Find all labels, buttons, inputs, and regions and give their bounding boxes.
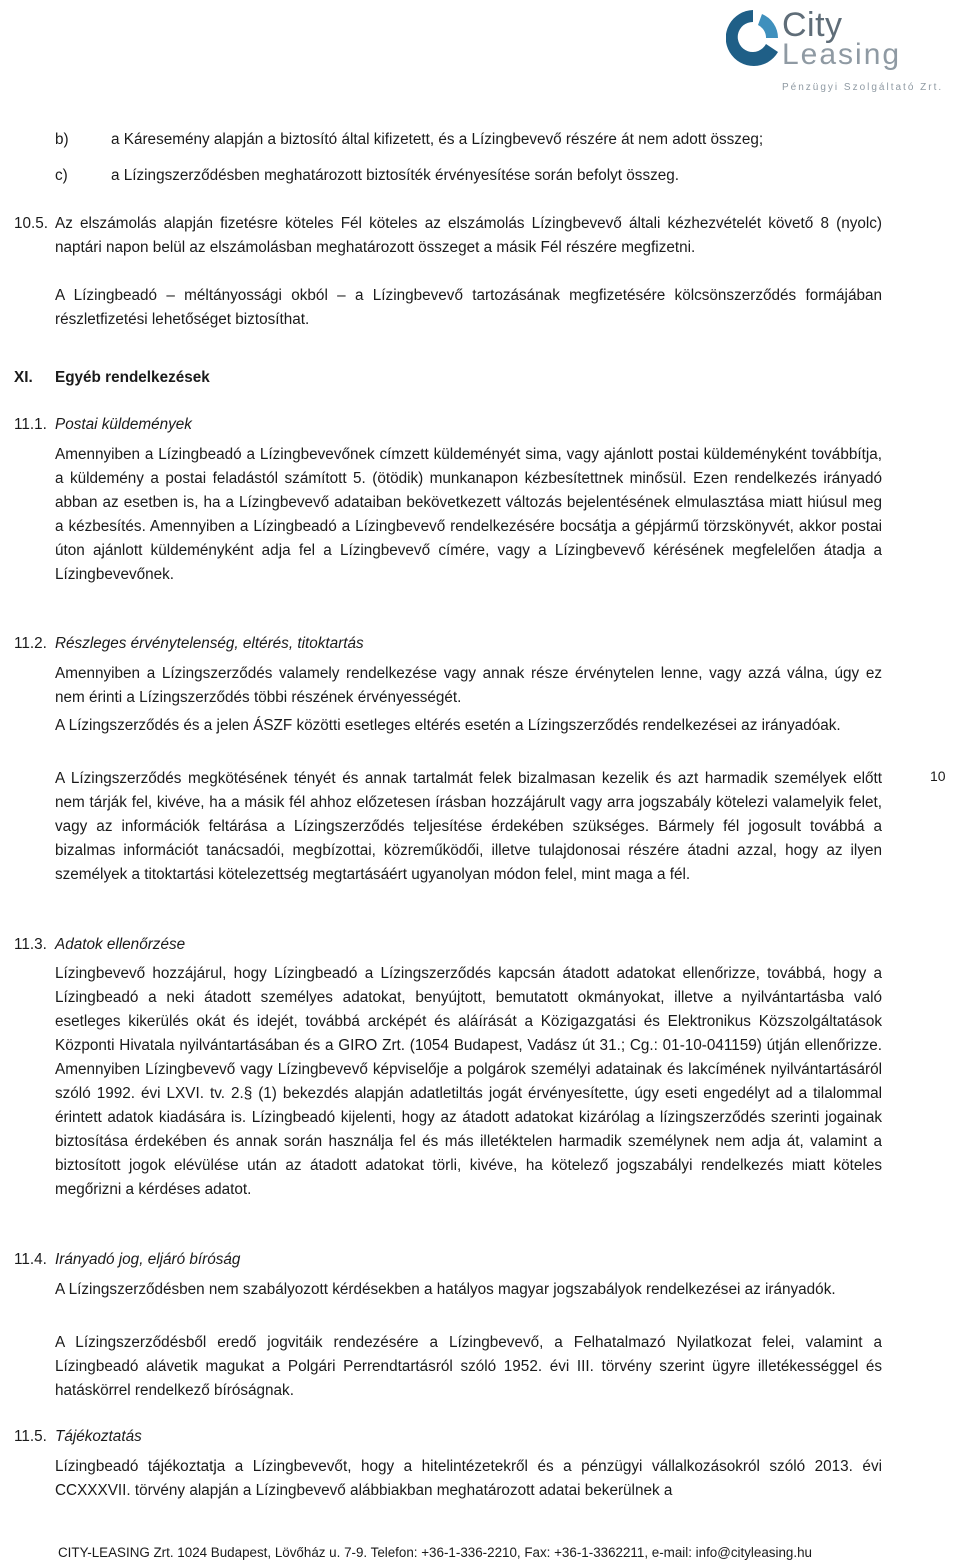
item-b-text: a Káresemény alapján a biztosító által kifizetett, és a Lízingbevevő részére át nem adott összeg; — [111, 131, 764, 148]
section-title: Tájékoztatás — [55, 1428, 142, 1445]
section-11-2-paragraph-1: Amennyiben a Lízingszerződés valamely rendelkezése vagy annak része érvénytelen lenne, vagy azzá válna, úgy ez nem érinti a Lízingszerződés többi részének érvényességét. — [55, 665, 882, 706]
section-10-5-paragraph-2: A Lízingbeadó – méltányossági okból – a Lízingbevevő tartozásának megfizetésére kölcsönszerződés formájában részletfizetési lehetőséget biztosíthat. — [55, 287, 882, 328]
company-logo — [722, 2, 960, 100]
section-11-1-paragraph-1: Amennyiben a Lízingbeadó a Lízingbevevőnek címzett küldeményét sima, vagy ajánlott postai küldeményként továbbítja, a küldemény a postai feladástól számított 5. (ötödik) munkanapon kézbesítettnek minősül. Ezen rendelkezés irányadó abban az esetben is, ha a Lízingbevevő adataiban bekövetkezett változás bejelentésének elmulasztása miatt hiúsul meg a kézbesítés. Amennyiben a Lízingbeadó a Lízingbevevő rendelkezésére bocsátja a gépjármű törzskönyvét, akkor postai úton ajánlott küldeményként adja fel a Lízingbevevő címére, vagy a Lízingbevevő kérésének megfelelően átadja a Lízingbevevőnek. — [55, 446, 882, 583]
section-number: 11.3. — [14, 936, 47, 953]
section-title: Postai küldemények — [55, 416, 192, 433]
section-10-5-paragraph-1: Az elszámolás alapján fizetésre köteles Fél köteles az elszámolás Lízingbevevő általi kézhezvételét követő 8 (nyolc) naptári napon belül az elszámolásban meghatározott összeget a másik Fél részére megfizetni. — [55, 215, 882, 256]
logo-name-line2: Leasing — [782, 38, 902, 71]
section-11-2-paragraph-3: A Lízingszerződés megkötésének tényét és annak tartalmát felek bizalmasan kezelik és azt harmadik személyek előtt nem tárják fel, kivéve, ha a másik fél ahhoz előzetesen írásban hozzájárult vagy arra jogszabály kötelezi valamelyik felet, vagy az információk feltárása a Lízingszerződés teljesítése érdekében szükséges. Bármely fél jogosult továbbá a bizalmas információt tanácsadói, megbízottai, közreműködői, illetve tulajdonosai részére átadni azzal, hogy az ilyen személyek a titoktartási kötelezettség megtartásáért ugyanolyan módon felel, mint maga a fél. — [55, 770, 882, 883]
section-number: 11.2. — [14, 635, 47, 652]
section-11-4-paragraph-2: A Lízingszerződésből eredő jogvitáik rendezésére a Lízingbevevő, a Felhatalmazó Nyilatkozat felei, valamint a Lízingbeadó alávetik magukat a Polgári Perrendtartásról szóló 1952. évi III. törvény szerint ügyre illetékességgel és hatáskörrel rendelkező bíróságnak. — [55, 1334, 882, 1399]
logo-tagline: Pénzügyi Szolgáltató Zrt. — [782, 82, 944, 93]
page-footer: CITY-LEASING Zrt. 1024 Budapest, Lövőház u. 7-9. Telefon: +36-1-336-2210, Fax: +36-1-3362211, e-mail: info@cityleasing.hu — [58, 1545, 812, 1560]
section-title: Részleges érvénytelenség, eltérés, titoktartás — [55, 635, 364, 652]
item-b-label: b) — [55, 131, 69, 148]
section-11-2-paragraph-2: A Lízingszerződés és a jelen ÁSZF közötti esetleges eltérés esetén a Lízingszerződés rendelkezései az irányadóak. — [55, 717, 841, 734]
section-11-4-paragraph-1: A Lízingszerződésben nem szabályozott kérdésekben a hatályos magyar jogszabályok rendelkezései az irányadók. — [55, 1281, 836, 1298]
item-c-text: a Lízingszerződésben meghatározott biztosíték érvényesítése során befolyt összeg. — [111, 167, 680, 184]
chapter-number: XI. — [14, 369, 33, 386]
page-number: 10 — [930, 768, 946, 784]
section-number: 11.1. — [14, 416, 47, 433]
item-c-label: c) — [55, 167, 68, 184]
section-11-3-paragraph-1: Lízingbevevő hozzájárul, hogy Lízingbeadó a Lízingszerződés kapcsán átadott adatokat ellenőrizze, továbbá, hogy a Lízingbeadó a neki átadott személyes adatokat, benyújtott, bemutatott okmányokat, illetve a nyilvántartásba való esetleges kikerülés okát és idejét, továbbá arcképét és aláírását a Közigazgatási és Elektronikus Közszolgáltatások Központi Hivatala nyilvántartásában és a GIRO Zrt. (1054 Budapest, Vadász út 31.; Cg.: 01-10-041159) útján ellenőrizze. Amennyiben Lízingbevevő vagy Lízingbevevő képviselője a polgárok személyi adatainak és lakcímének nyilvántartásáról szóló 1992. évi LXVI. tv. 2.§ (1) bekezdés alapján adatletiltás jogát érvényesítette, úgy eseti engedélyt ad a tilalommal érintett adatok kiadására is. Lízingbeadó kijelenti, hogy az átadott adatokat kizárólag a lízingszerződés szerinti jogainak biztosítása érdekében és annak során használja fel és más illetéktelen harmadik személynek nem adja át, valamint a biztosított jogok elévülése után az átadott adatokat törli, kivéve, ha kötelező jogszabályi rendelkezés miatt köteles megőrizni a kérdéses adatot. — [55, 965, 882, 1198]
section-number: 11.4. — [14, 1251, 47, 1268]
logo-mark-icon — [726, 8, 780, 72]
logo-name-line1: City — [782, 6, 843, 44]
section-11-5-paragraph-1: Lízingbeadó tájékoztatja a Lízingbevevőt, hogy a hitelintézetekről és a pénzügyi vállalkozásokról szóló 2013. évi CCXXXVII. törvény alapján a Lízingbevevő alábbiakban meghatározott adatai bekerülnek a — [55, 1458, 882, 1499]
chapter-title: Egyéb rendelkezések — [55, 369, 210, 386]
section-title: Irányadó jog, eljáró bíróság — [55, 1251, 241, 1268]
section-number: 10.5. — [14, 215, 49, 232]
section-number: 11.5. — [14, 1428, 47, 1445]
section-title: Adatok ellenőrzése — [55, 936, 186, 953]
